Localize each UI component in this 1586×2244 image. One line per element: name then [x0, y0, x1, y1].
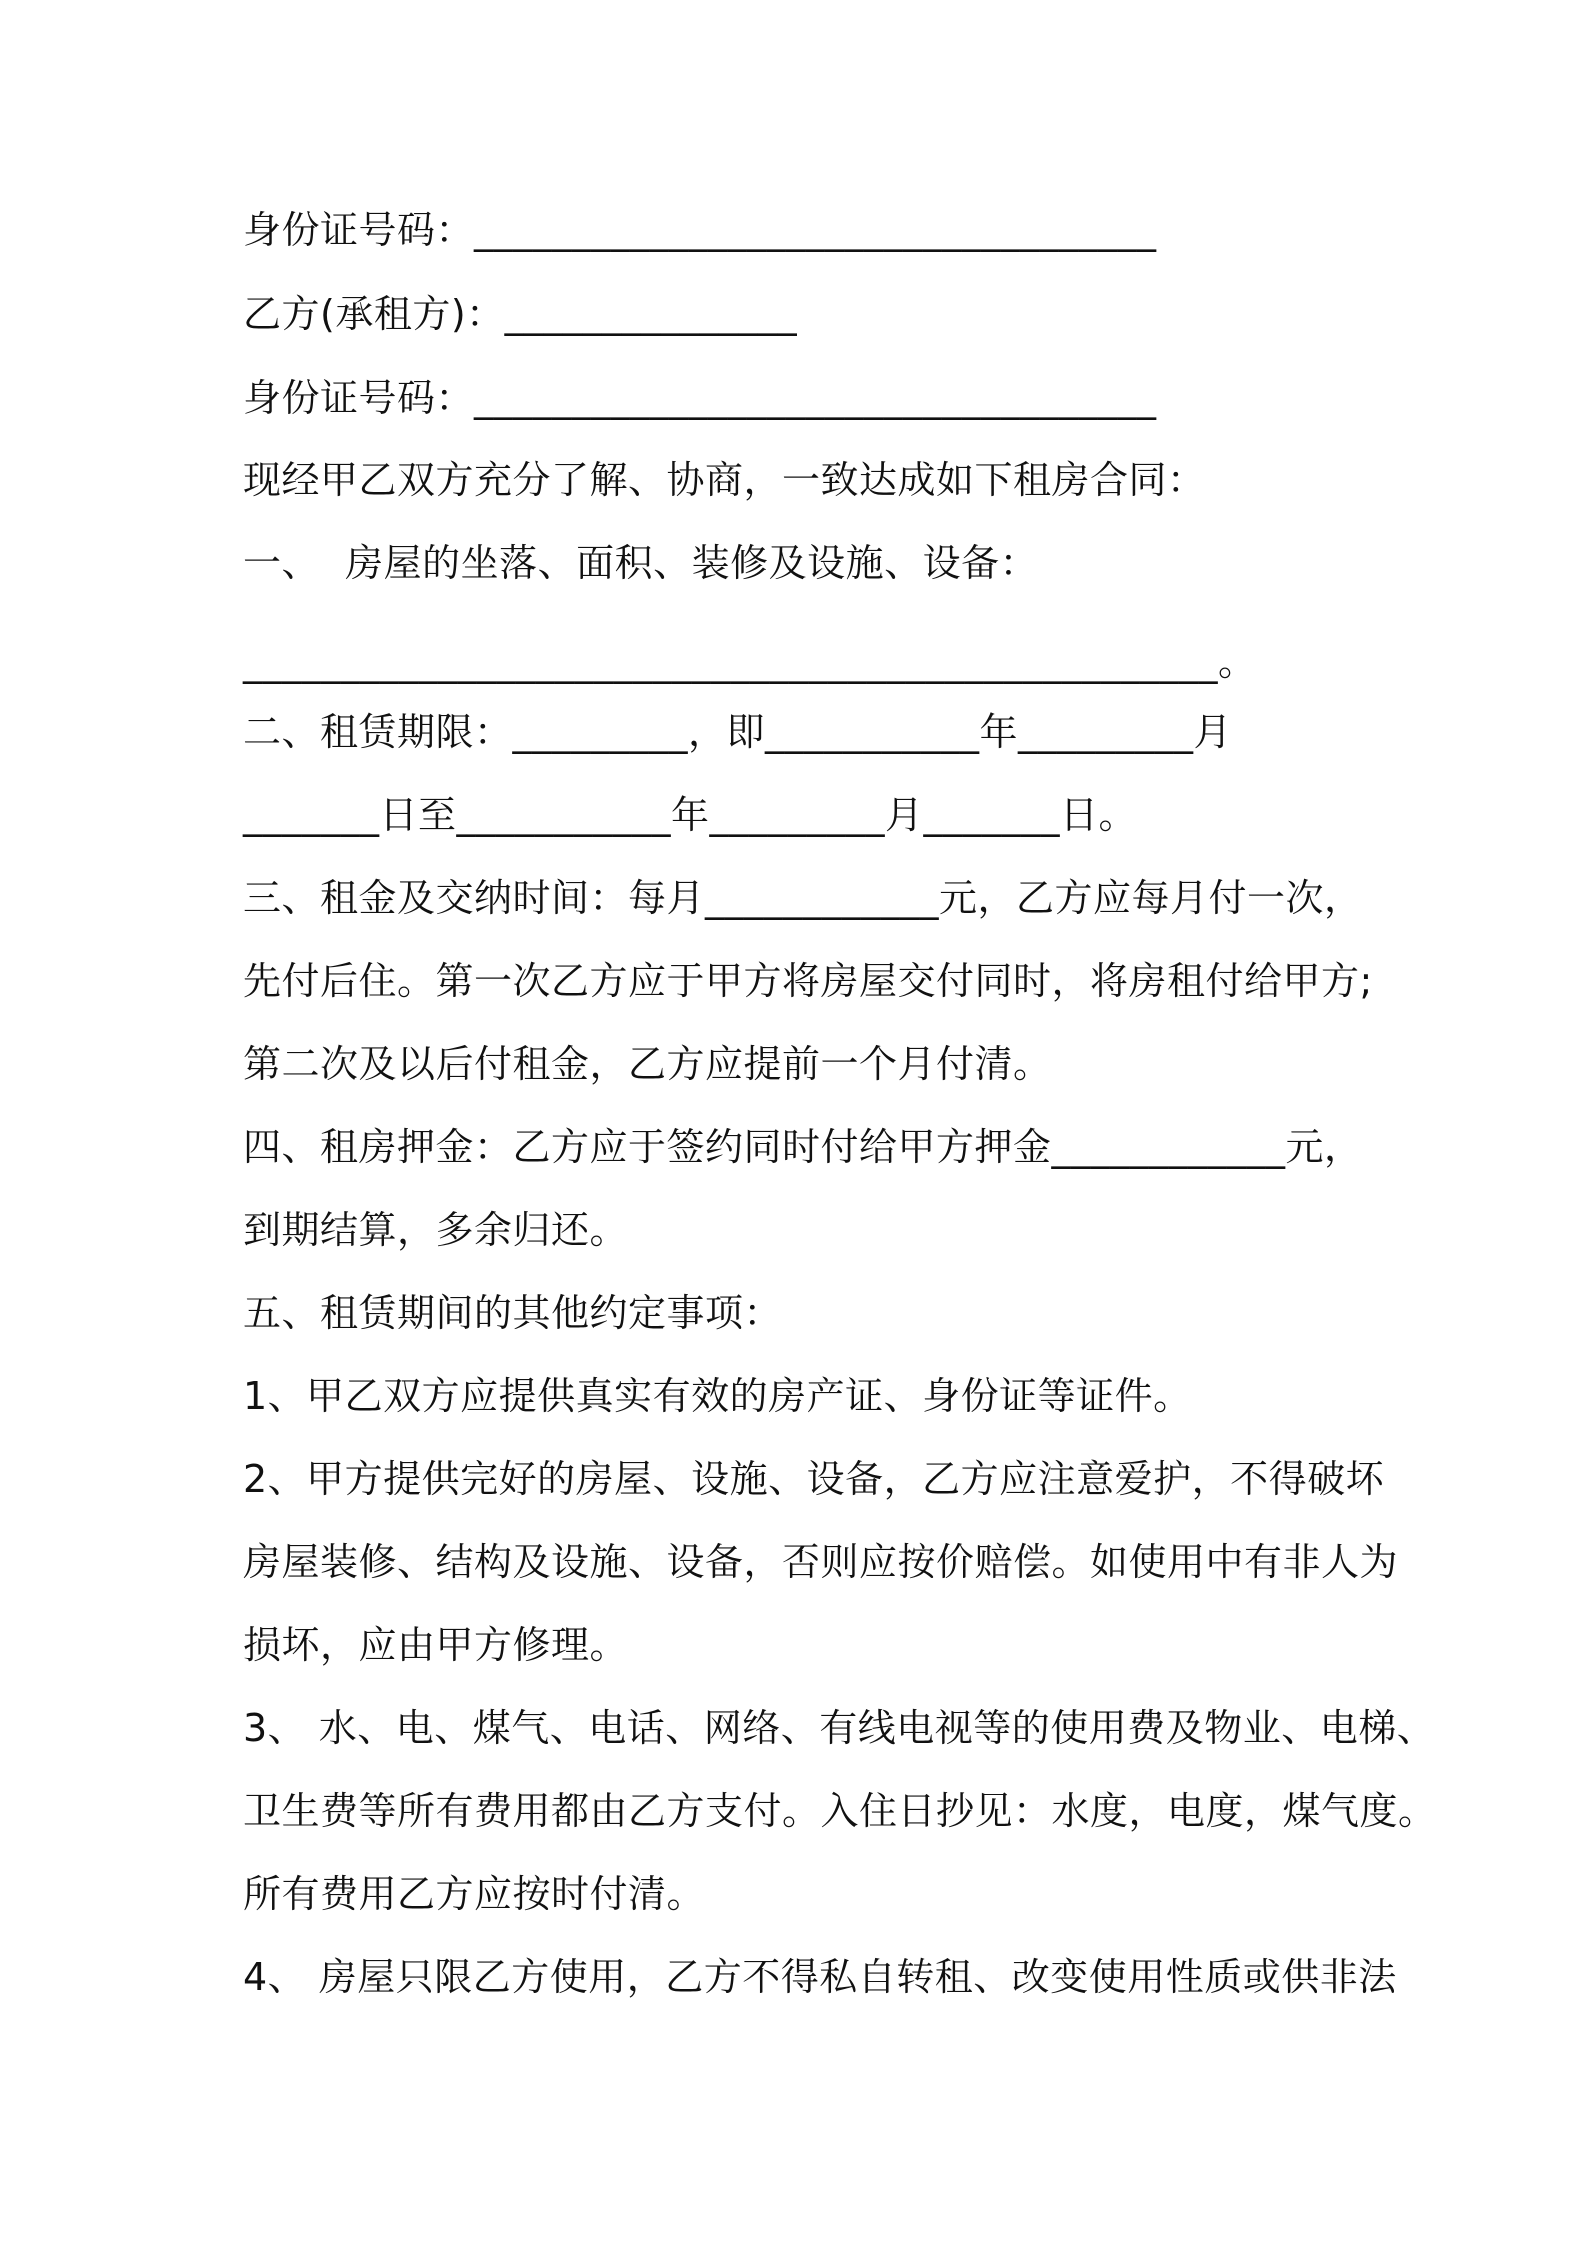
item-2-line-3: 损坏，应由甲方修理。: [243, 1623, 629, 1667]
clause-3-line-3: 第二次及以后付租金，乙方应提前一个月付清。: [243, 1042, 1052, 1086]
item-3-line-3: 所有费用乙方应按时付清。: [243, 1872, 706, 1916]
item-2-line-2: 房屋装修、结构及设施、设备，否则应按价赔偿。如使用中有非人为: [243, 1540, 1399, 1584]
clause-1-heading: 一、 房屋的坐落、面积、装修及设施、设备：: [243, 541, 1039, 585]
item-3-line-1: 3、 水、电、煤气、电话、网络、有线电视等的使用费及物业、电梯、: [243, 1706, 1436, 1750]
party-b-line: 乙方(承租方)：_______________: [243, 292, 798, 336]
preamble-line: 现经甲乙双方充分了解、协商，一致达成如下租房合同：: [243, 458, 1206, 502]
clause-5-heading: 五、租赁期间的其他约定事项：: [243, 1291, 783, 1335]
clause-4-line-2: 到期结算，多余归还。: [243, 1208, 629, 1252]
item-3-line-2: 卫生费等所有费用都由乙方支付。入住日抄见：水度，电度，煤气度。: [243, 1789, 1437, 1833]
clause-4-line-1: 四、租房押金：乙方应于签约同时付给甲方押金____________元，: [243, 1125, 1363, 1169]
clause-1-blank-line: __________________________________________________。: [243, 640, 1257, 684]
id-number-line-party-a: 身份证号码：___________________________________: [243, 208, 1157, 252]
item-1-line: 1、甲乙双方应提供真实有效的房产证、身份证等证件。: [243, 1374, 1192, 1418]
clause-3-line-1: 三、租金及交纳时间：每月____________元，乙方应每月付一次，: [243, 876, 1363, 920]
clause-3-line-2: 先付后住。第一次乙方应于甲方将房屋交付同时，将房租付给甲方;: [243, 959, 1373, 1003]
item-4-line-1: 4、 房屋只限乙方使用，乙方不得私自转租、改变使用性质或供非法: [243, 1955, 1397, 1999]
id-number-line-party-b: 身份证号码：___________________________________: [243, 376, 1157, 420]
clause-2-line-1: 二、租赁期限：_________，即___________年_________月: [243, 710, 1233, 754]
clause-2-line-2: _______日至___________年_________月_______日。: [243, 793, 1138, 837]
item-2-line-1: 2、甲方提供完好的房屋、设施、设备，乙方应注意爱护，不得破坏: [243, 1457, 1385, 1501]
